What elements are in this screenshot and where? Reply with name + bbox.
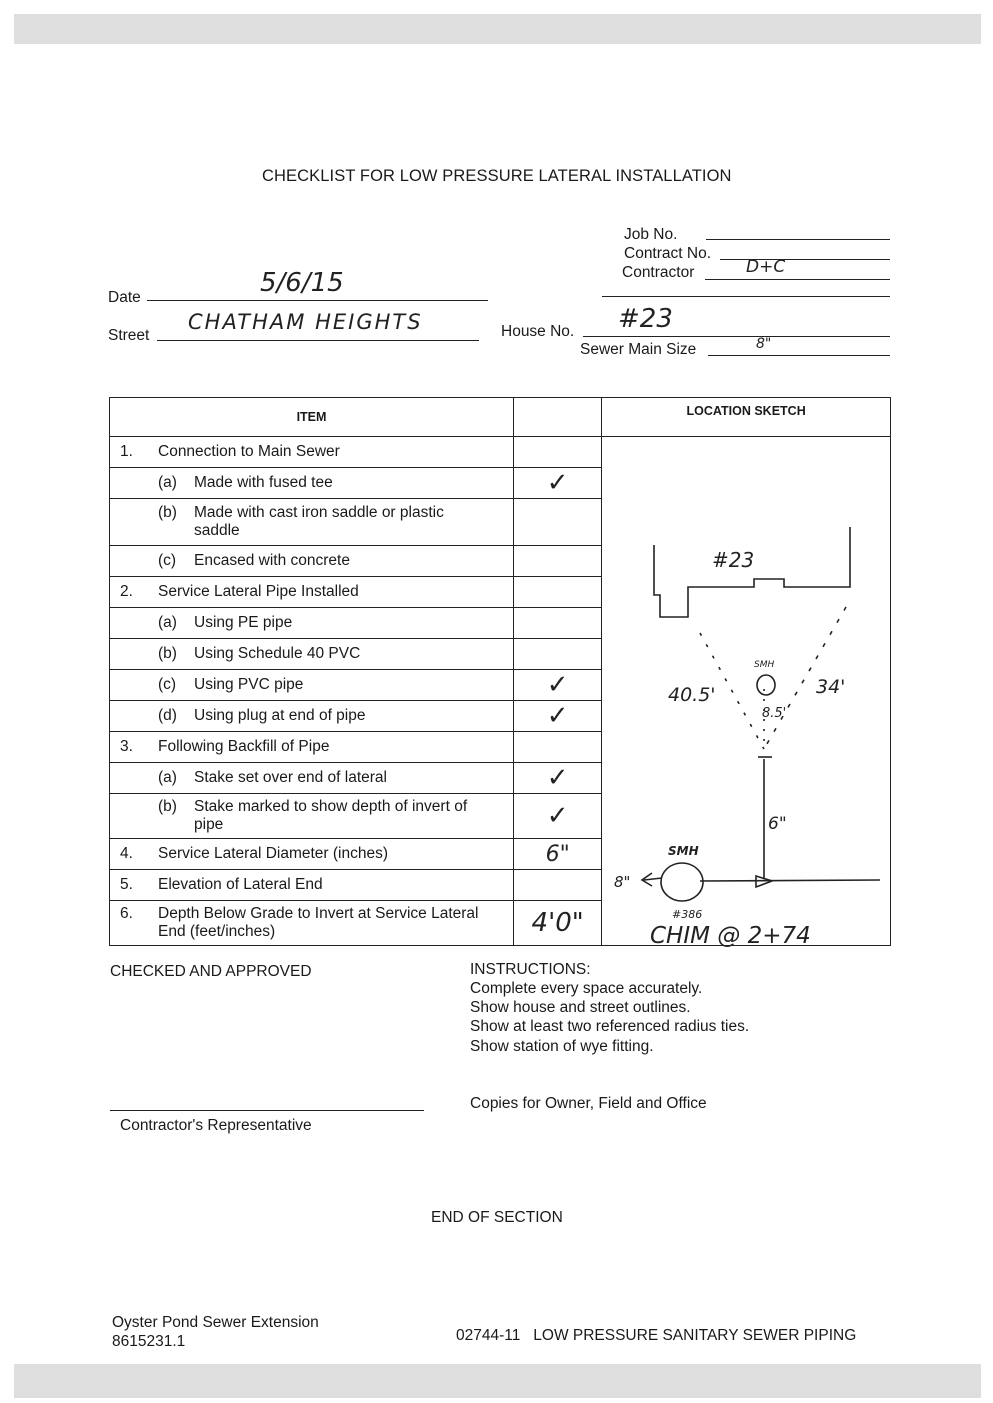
- date-label: Date: [108, 289, 141, 306]
- instruction-line: Show station of wye fitting.: [470, 1038, 654, 1055]
- instruction-line: Show at least two referenced radius ties.: [470, 1018, 750, 1035]
- signature-line[interactable]: [110, 1095, 424, 1111]
- street-label: Street: [108, 327, 150, 344]
- row-mark[interactable]: ✓: [514, 701, 602, 732]
- sketch-drawing: [602, 437, 889, 947]
- row-mark[interactable]: [514, 639, 602, 670]
- sewer-main-size-line[interactable]: [708, 340, 890, 356]
- mark-header: [514, 398, 602, 437]
- sketch-main-size: 8": [614, 873, 631, 891]
- flow-arrow: [642, 873, 662, 886]
- scan-border-top: [14, 14, 981, 44]
- sketch-tie-center: 8.5': [762, 706, 787, 721]
- sketch-house-label: #23: [712, 548, 755, 572]
- sketch-header: LOCATION SKETCH: [602, 398, 891, 437]
- row-mark[interactable]: [514, 732, 602, 763]
- contractor-label: Contractor: [622, 264, 695, 281]
- table-row: (b) Using Schedule 40 PVC: [110, 639, 514, 670]
- contract-no-label: Contract No.: [624, 245, 712, 262]
- house-no-value: #23: [618, 304, 673, 334]
- checked-approved-label: CHECKED AND APPROVED: [110, 963, 312, 980]
- document-number: 8615231.1: [112, 1333, 186, 1350]
- table-row: (a) Stake set over end of lateral: [110, 763, 514, 794]
- sewer-main-size-label: Sewer Main Size: [580, 341, 697, 358]
- copies-note: Copies for Owner, Field and Office: [470, 1095, 707, 1112]
- table-row: 2. Service Lateral Pipe Installed: [110, 577, 514, 608]
- row-mark[interactable]: [514, 437, 602, 468]
- checklist-table: [109, 397, 891, 946]
- date-value: 5/6/15: [260, 268, 344, 298]
- row-mark[interactable]: [514, 577, 602, 608]
- house-no-label: House No.: [501, 323, 575, 340]
- row-mark[interactable]: 6": [514, 839, 602, 870]
- sketch-tie-left: 40.5': [668, 684, 716, 706]
- row-mark[interactable]: ✓: [514, 794, 602, 839]
- row-mark[interactable]: 4'0": [514, 901, 602, 946]
- sketch-smh-id: #386: [672, 908, 703, 921]
- sketch-smh-top-label: SMH: [754, 660, 775, 670]
- item-header: ITEM: [110, 398, 514, 437]
- form-title: CHECKLIST FOR LOW PRESSURE LATERAL INSTALLATION: [262, 167, 732, 185]
- table-row: 4. Service Lateral Diameter (inches): [110, 839, 514, 870]
- table-row: 6. Depth Below Grade to Invert at Service Lateral End (feet/inches): [110, 901, 514, 946]
- table-row: (b) Made with cast iron saddle or plastic saddle: [110, 499, 514, 546]
- sewer-main-size-value: 8": [756, 336, 772, 352]
- scan-border-bottom: [14, 1364, 981, 1398]
- table-row: (c) Encased with concrete: [110, 546, 514, 577]
- row-mark[interactable]: [514, 870, 602, 901]
- instruction-line: Show house and street outlines.: [470, 999, 691, 1016]
- location-sketch: [602, 437, 891, 946]
- sketch-smh-bottom-label: SMH: [668, 844, 699, 858]
- contractor-line[interactable]: [705, 262, 890, 280]
- sketch-tie-right: 34': [816, 676, 846, 698]
- sewer-main-line: [700, 880, 880, 881]
- end-of-section: END OF SECTION: [431, 1209, 563, 1226]
- smh-top-circle: [757, 675, 775, 695]
- table-row: 3. Following Backfill of Pipe: [110, 732, 514, 763]
- table-row: 1. Connection to Main Sewer: [110, 437, 514, 468]
- contractor-rep-label: Contractor's Representative: [120, 1117, 312, 1134]
- project-name: Oyster Pond Sewer Extension: [112, 1314, 319, 1331]
- row-mark[interactable]: ✓: [514, 670, 602, 701]
- smh-bottom-circle: [661, 863, 703, 901]
- table-row: (d) Using plug at end of pipe: [110, 701, 514, 732]
- sketch-station: CHIM @ 2+74: [650, 923, 812, 947]
- row-mark[interactable]: ✓: [514, 763, 602, 794]
- row-mark[interactable]: [514, 499, 602, 546]
- job-no-label: Job No.: [624, 226, 678, 243]
- extra-line: [602, 282, 890, 297]
- row-mark[interactable]: [514, 608, 602, 639]
- table-row: (c) Using PVC pipe: [110, 670, 514, 701]
- table-row: 5. Elevation of Lateral End: [110, 870, 514, 901]
- instructions-heading: INSTRUCTIONS:: [470, 961, 591, 978]
- job-no-line[interactable]: [706, 223, 890, 240]
- table-row: (a) Using PE pipe: [110, 608, 514, 639]
- house-outline: [654, 527, 850, 617]
- row-mark[interactable]: [514, 546, 602, 577]
- instruction-line: Complete every space accurately.: [470, 980, 703, 997]
- row-mark[interactable]: ✓: [514, 468, 602, 499]
- contractor-value: D+C: [746, 257, 786, 277]
- section-title: 02744-11 LOW PRESSURE SANITARY SEWER PIPING: [456, 1327, 857, 1344]
- sketch-lateral-size: 6": [768, 814, 787, 834]
- table-row: (a) Made with fused tee: [110, 468, 514, 499]
- table-row: (b) Stake marked to show depth of invert of pipe: [110, 794, 514, 839]
- street-value: CHATHAM HEIGHTS: [188, 310, 423, 334]
